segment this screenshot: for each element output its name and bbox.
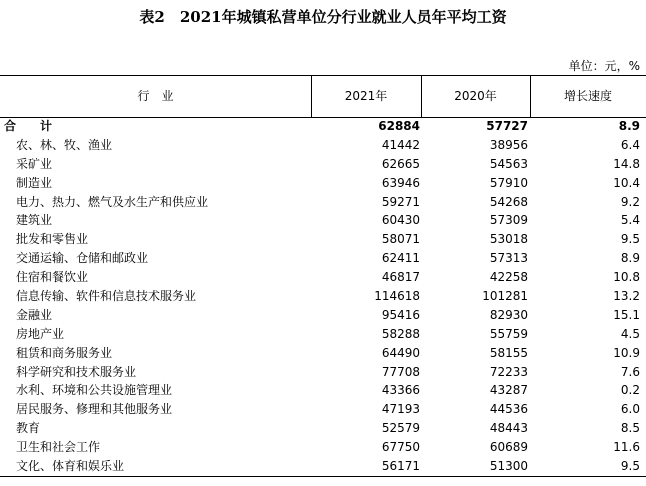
growth-cell: 9.2 — [620, 194, 640, 209]
value-2021-cell: 62411 — [381, 251, 420, 266]
table-row — [0, 287, 646, 306]
value-2020-cell: 57309 — [489, 213, 528, 228]
table-row — [0, 363, 646, 382]
value-2020-cell: 54563 — [489, 156, 528, 171]
industry-cell: 金融业 — [16, 307, 53, 322]
industry-cell: 卫生和社会工作 — [16, 440, 101, 455]
growth-cell: 14.8 — [613, 156, 640, 171]
value-2020-cell: 38956 — [489, 137, 528, 152]
value-2020-cell: 101281 — [482, 289, 528, 304]
table-row — [0, 268, 646, 287]
table-body — [0, 117, 646, 476]
value-2021-cell: 52579 — [381, 421, 420, 436]
value-2021-cell: 67750 — [381, 440, 420, 455]
value-2021-cell: 77708 — [381, 364, 420, 379]
value-2020-cell: 57910 — [489, 175, 528, 190]
header-2020: 2020年 — [454, 89, 497, 103]
growth-cell: 13.2 — [613, 289, 640, 304]
value-2020-cell: 72233 — [489, 364, 528, 379]
table-row — [0, 400, 646, 419]
industry-cell: 租赁和商务服务业 — [16, 345, 113, 360]
value-2021-cell: 47193 — [381, 402, 420, 417]
value-2020-cell: 42258 — [489, 270, 528, 285]
value-2021-cell: 58288 — [381, 326, 420, 341]
growth-cell: 8.5 — [620, 421, 640, 436]
value-2021-cell: 46817 — [381, 270, 420, 285]
industry-cell: 信息传输、软件和信息技术服务业 — [16, 289, 197, 304]
value-2020-cell: 51300 — [489, 459, 528, 474]
value-2020-cell: 54268 — [489, 194, 528, 209]
table-row — [0, 419, 646, 438]
growth-cell: 10.4 — [613, 175, 640, 190]
table-row — [0, 325, 646, 344]
growth-cell: 10.9 — [613, 345, 640, 360]
value-2021-cell: 58071 — [381, 232, 420, 247]
industry-cell: 住宿和餐饮业 — [16, 270, 89, 285]
table-row — [0, 249, 646, 268]
header-2021: 2021年 — [344, 89, 388, 103]
growth-cell: 11.6 — [613, 440, 640, 455]
table-bottom-rule — [0, 476, 646, 477]
table-row — [0, 457, 646, 476]
growth-cell: 9.5 — [620, 459, 640, 474]
table-row — [0, 344, 646, 363]
industry-cell: 水利、环境和公共设施管理业 — [16, 383, 173, 398]
header-industry: 行 业 — [137, 89, 174, 103]
value-2021-cell: 43366 — [381, 383, 420, 398]
growth-cell: 0.2 — [620, 383, 640, 398]
growth-cell: 7.6 — [620, 364, 640, 379]
value-2020-cell: 60689 — [489, 440, 528, 455]
industry-cell: 文化、体育和娱乐业 — [16, 459, 125, 474]
value-2021-cell: 114618 — [374, 289, 420, 304]
total-row — [0, 117, 646, 136]
industry-cell: 农、林、牧、渔业 — [16, 137, 113, 152]
growth-cell: 4.5 — [620, 326, 640, 341]
value-2020-cell: 48443 — [489, 421, 528, 436]
value-2020-cell: 57727 — [486, 119, 528, 133]
value-2021-cell: 56171 — [381, 459, 420, 474]
growth-cell: 8.9 — [618, 119, 640, 133]
table-row — [0, 306, 646, 325]
table-row — [0, 211, 646, 230]
table-row — [0, 155, 646, 174]
growth-cell: 5.4 — [620, 213, 640, 228]
header-growth: 增长速度 — [563, 89, 612, 103]
growth-cell: 6.4 — [620, 137, 640, 152]
table-row — [0, 174, 646, 193]
table-row — [0, 230, 646, 249]
unit-note: 单位：元，% — [568, 59, 640, 73]
industry-cell: 居民服务、修理和其他服务业 — [16, 402, 173, 417]
table-row — [0, 136, 646, 155]
industry-cell: 采矿业 — [16, 156, 53, 171]
value-2021-cell: 64490 — [381, 345, 420, 360]
value-2020-cell: 57313 — [489, 251, 528, 266]
value-2020-cell: 82930 — [489, 307, 528, 322]
value-2020-cell: 53018 — [489, 232, 528, 247]
value-2020-cell: 44536 — [489, 402, 528, 417]
value-2021-cell: 62665 — [381, 156, 420, 171]
table-row — [0, 193, 646, 212]
value-2021-cell: 95416 — [381, 307, 420, 322]
industry-cell: 批发和零售业 — [16, 232, 89, 247]
value-2021-cell: 63946 — [381, 175, 420, 190]
growth-cell: 8.9 — [620, 251, 640, 266]
growth-cell: 9.5 — [620, 232, 640, 247]
industry-cell: 合 计 — [4, 119, 59, 133]
industry-cell: 电力、热力、燃气及水生产和供应业 — [16, 194, 209, 209]
value-2021-cell: 62884 — [378, 119, 420, 133]
value-2020-cell: 58155 — [489, 345, 528, 360]
value-2021-cell: 59271 — [381, 194, 420, 209]
industry-cell: 交通运输、仓储和邮政业 — [16, 251, 149, 266]
value-2021-cell: 60430 — [381, 213, 420, 228]
industry-cell: 教育 — [16, 421, 41, 436]
value-2020-cell: 55759 — [489, 326, 528, 341]
value-2021-cell: 41442 — [381, 137, 420, 152]
growth-cell: 6.0 — [620, 402, 640, 417]
growth-cell: 15.1 — [613, 307, 640, 322]
growth-cell: 10.8 — [613, 270, 640, 285]
industry-cell: 房地产业 — [16, 326, 65, 341]
value-2020-cell: 43287 — [489, 383, 528, 398]
table-title: 表2 2021年城镇私营单位分行业就业人员年平均工资 — [139, 8, 507, 26]
industry-cell: 科学研究和技术服务业 — [16, 364, 137, 379]
table-row — [0, 381, 646, 400]
industry-cell: 建筑业 — [16, 213, 53, 228]
industry-cell: 制造业 — [16, 175, 53, 190]
table-row — [0, 438, 646, 457]
